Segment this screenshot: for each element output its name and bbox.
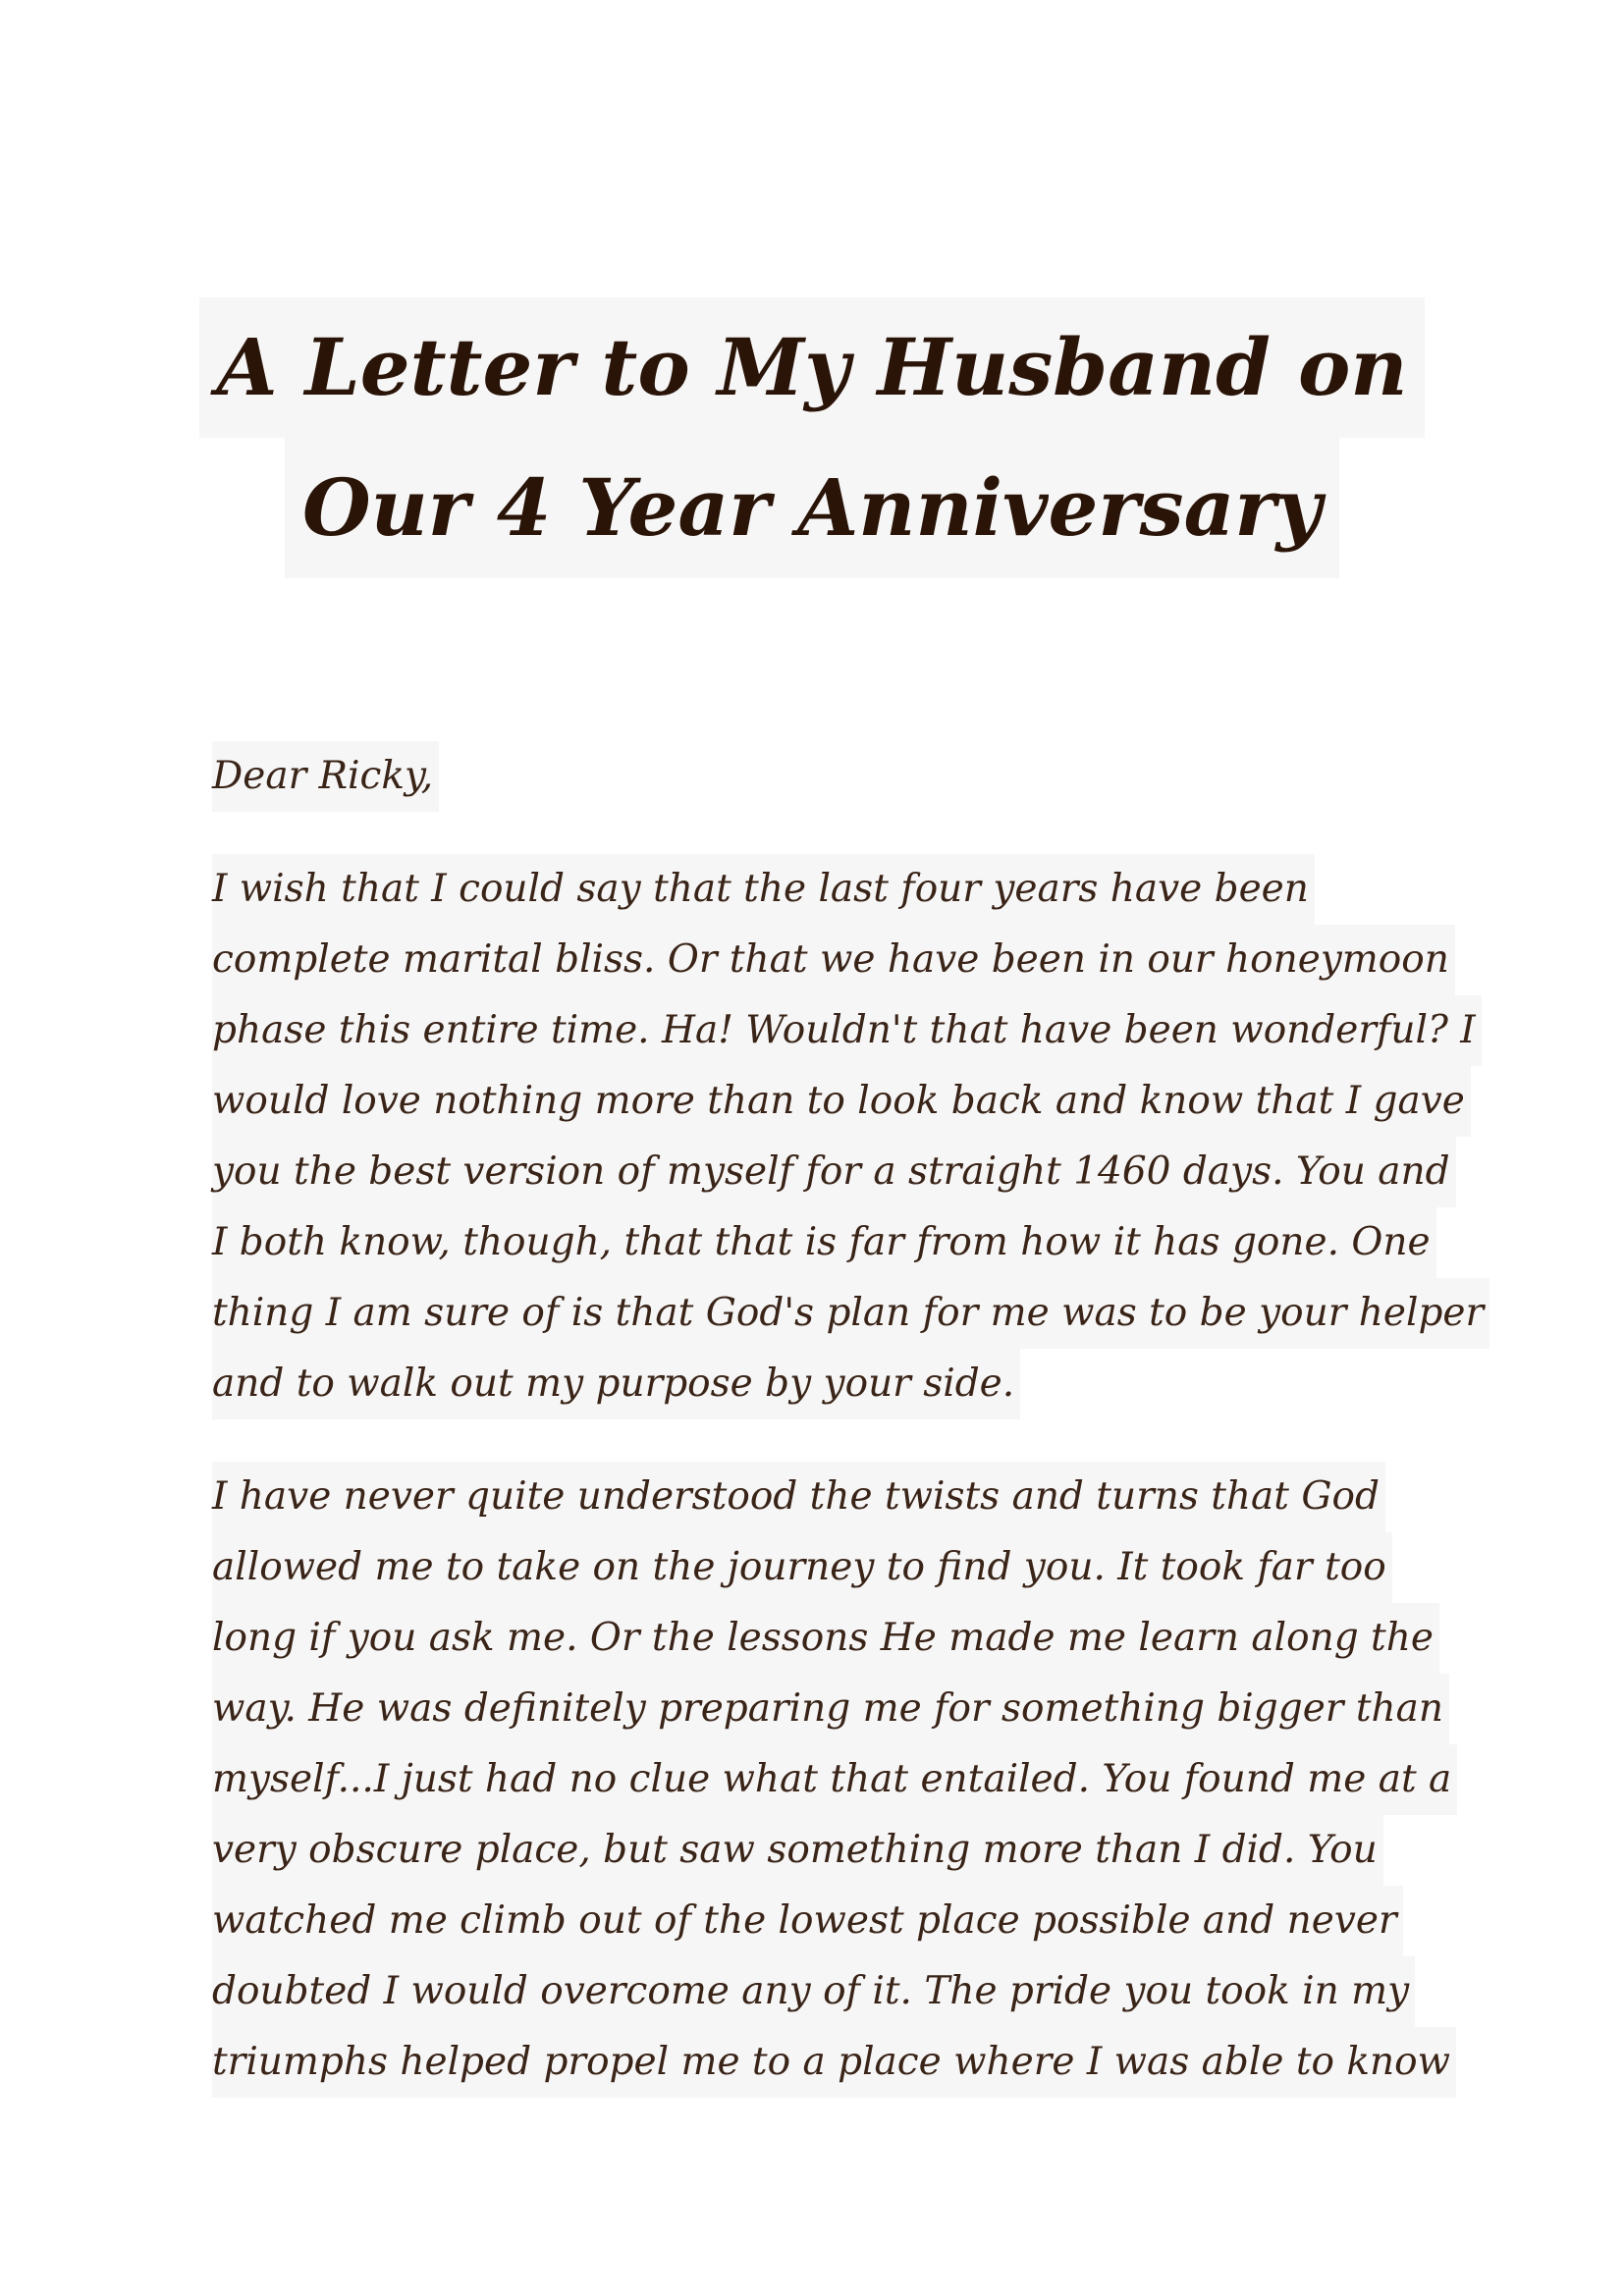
paragraph-line: myself...I just had no clue what that entailed. You found me at a <box>212 1744 1457 1815</box>
letter-body <box>212 741 1485 2140</box>
paragraph-line: and to walk out my purpose by your side. <box>212 1349 1020 1419</box>
paragraph-line: doubted I would overcome any of it. The pride you took in my <box>212 1956 1415 2027</box>
paragraph-line: way. He was definitely preparing me for something bigger than <box>212 1674 1449 1744</box>
paragraph-line: watched me climb out of the lowest place possible and never <box>212 1886 1403 1956</box>
paragraph-line: you the best version of myself for a straight 1460 days. You and <box>212 1137 1456 1207</box>
paragraph-line: I wish that I could say that the last four years have been <box>212 854 1315 925</box>
paragraph-line: I both know, though, that that is far from how it has gone. One <box>212 1207 1436 1278</box>
paragraph-line: phase this entire time. Ha! Wouldn't that have been wonderful? I <box>212 995 1482 1066</box>
title-line-1: A Letter to My Husband on <box>199 297 1426 438</box>
paragraph-1 <box>212 854 1485 1419</box>
salutation-row <box>212 741 1430 812</box>
paragraph-line: complete marital bliss. Or that we have been in our honeymoon <box>212 925 1455 995</box>
paragraph-line: thing I am sure of is that God's plan for me was to be your helper <box>212 1278 1489 1349</box>
paragraph-line: I have never quite understood the twists and turns that God <box>212 1462 1385 1532</box>
paragraph-line: very obscure place, but saw something more than I did. You <box>212 1815 1383 1886</box>
letter-title <box>0 297 1624 578</box>
paragraph-2 <box>212 1462 1452 2098</box>
paragraph-line: triumphs helped propel me to a place where I was able to know <box>212 2027 1456 2098</box>
paragraph-line: long if you ask me. Or the lessons He made me learn along the <box>212 1603 1439 1674</box>
paragraph-line: allowed me to take on the journey to find you. It took far too <box>212 1532 1392 1603</box>
salutation: Dear Ricky, <box>212 741 439 812</box>
title-line-2: Our 4 Year Anniversary <box>285 438 1339 578</box>
paragraph-line: would love nothing more than to look back and know that I gave <box>212 1066 1471 1137</box>
